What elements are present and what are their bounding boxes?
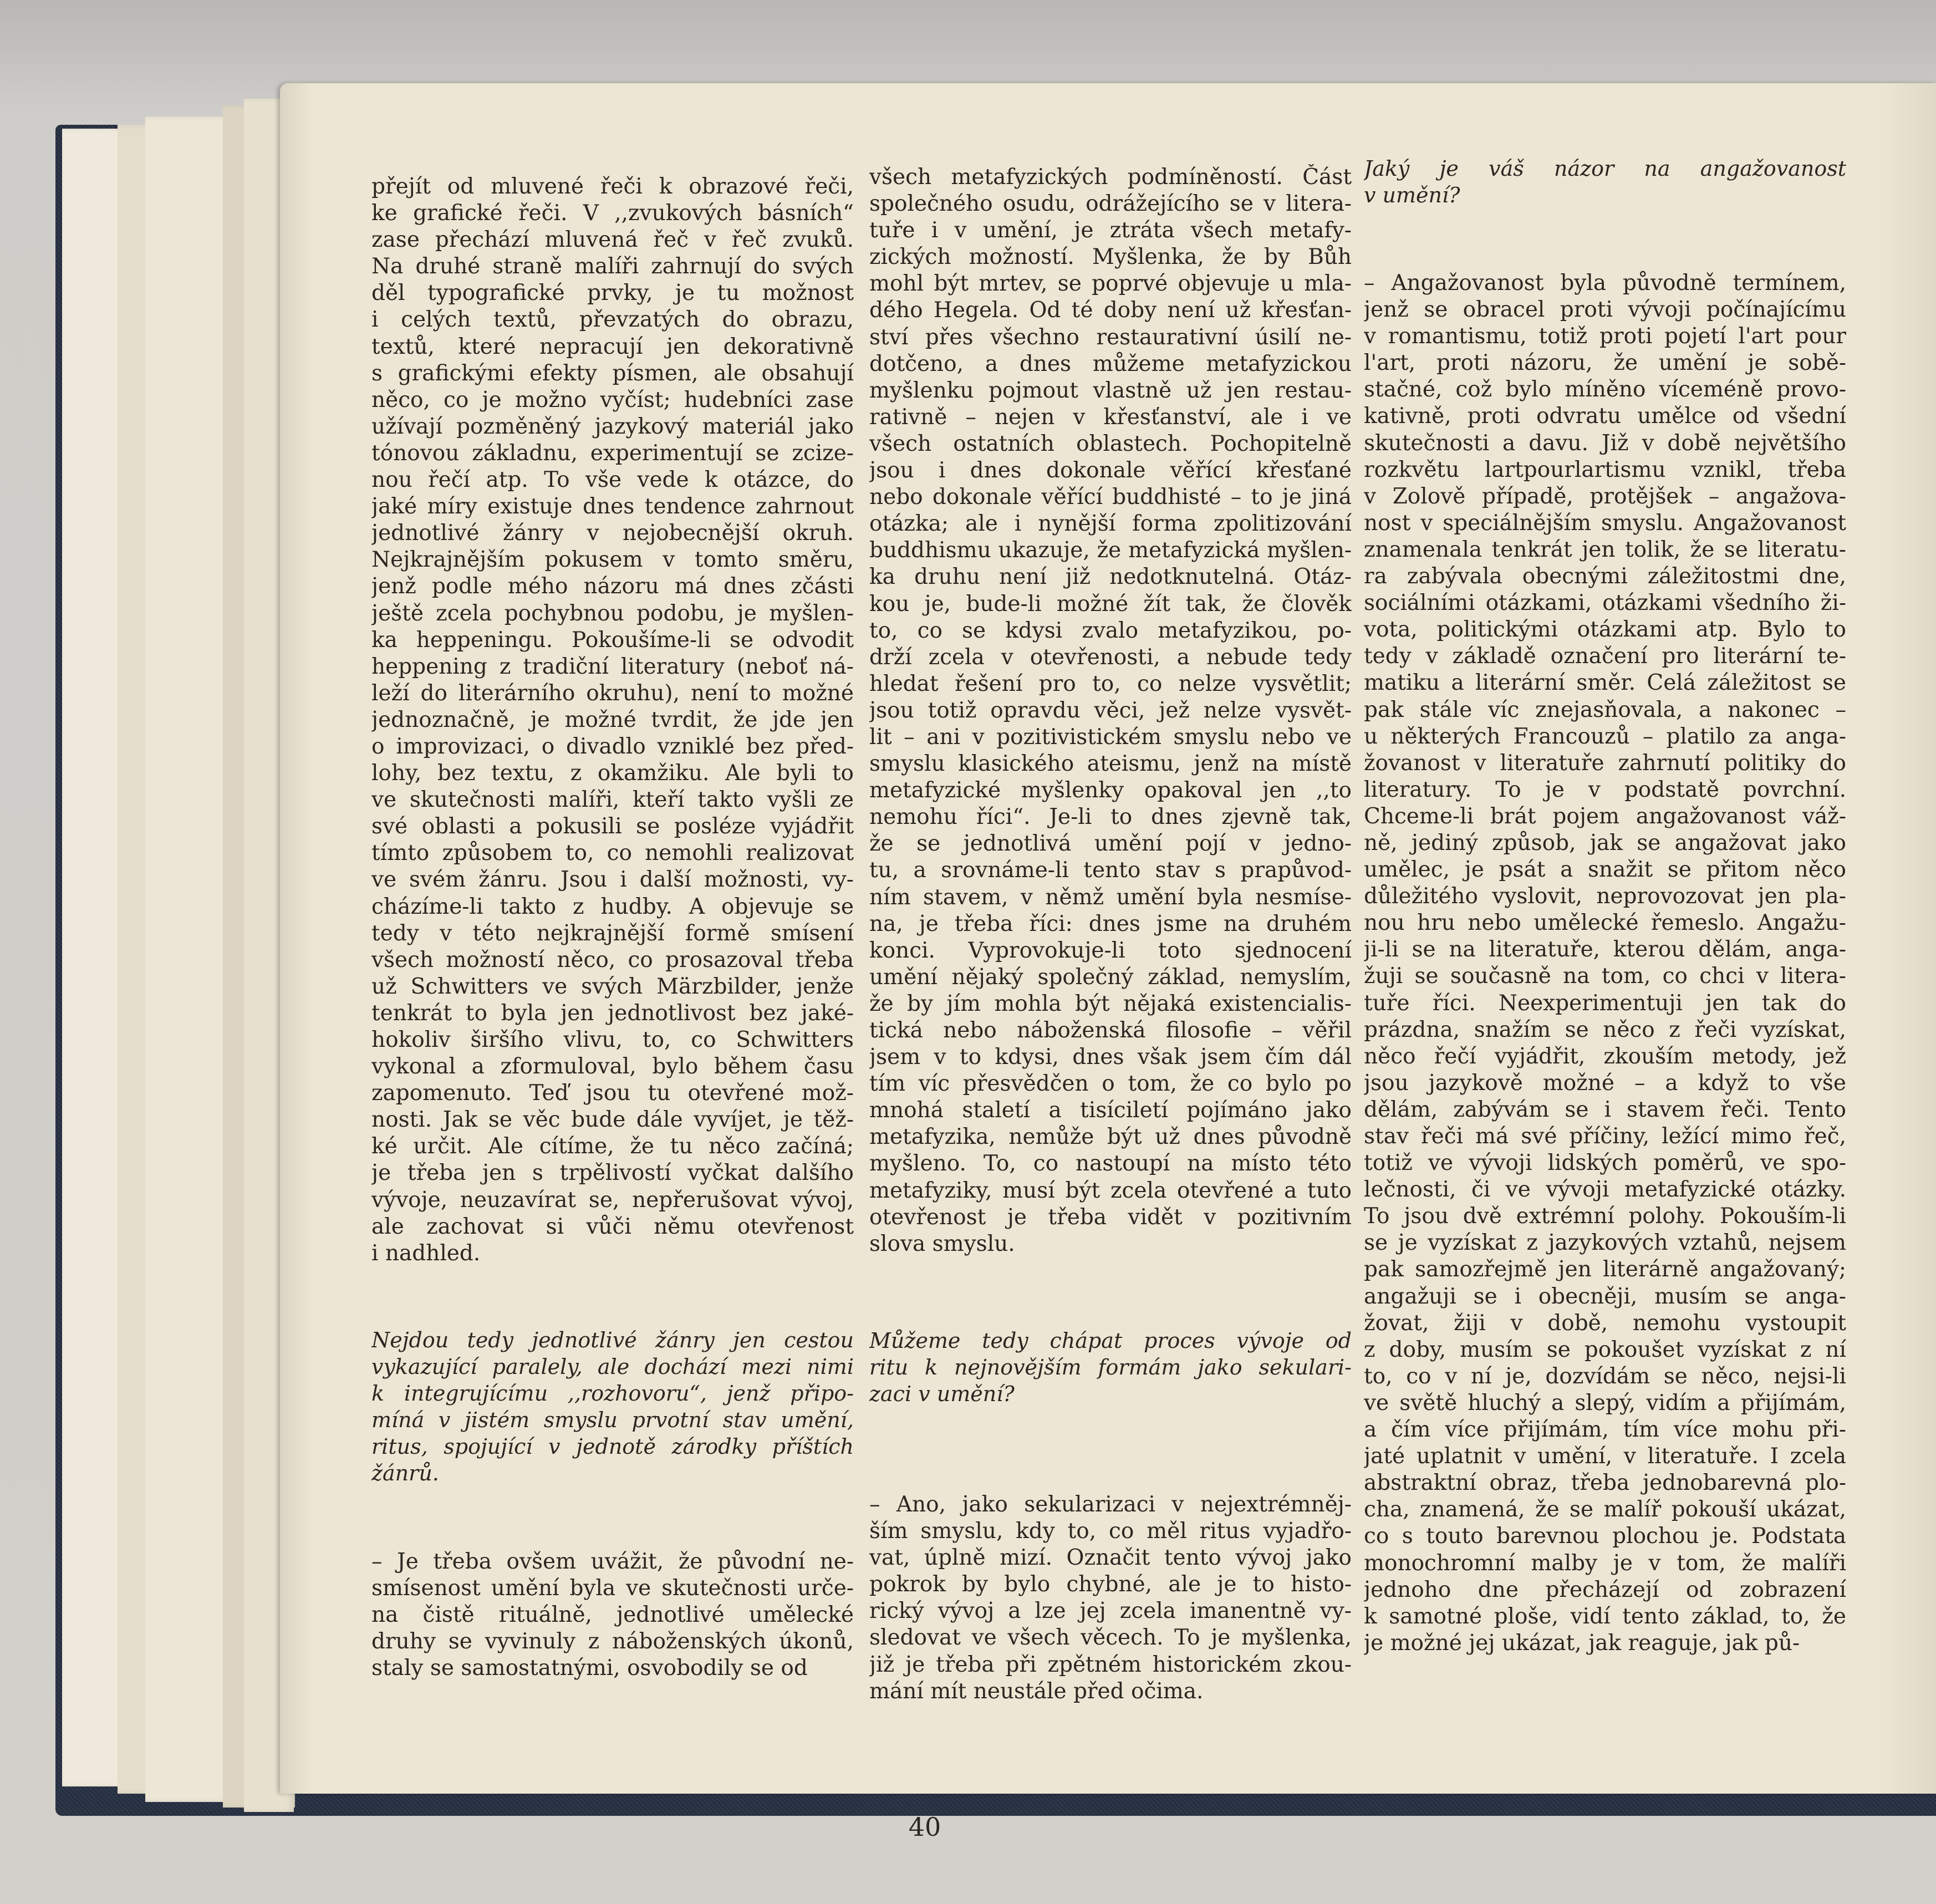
text-line: dotčeno, a dnes můžeme metafyzickou (869, 351, 1352, 376)
text-line: nou řečí atp. To vše vede k otázce, do (371, 467, 854, 493)
text-line: cha, znamená, že se malíř pokouší ukázat, (1364, 1497, 1846, 1523)
text-line: staly se samostatnými, osvobodily se od (371, 1656, 808, 1681)
column-1-answer (371, 1549, 854, 1682)
text-line: tu, a srovnáme-li tento stav s prapůvod- (869, 858, 1352, 883)
text-line: – Je třeba ovšem uvážit, že původní ne- (371, 1549, 854, 1574)
text-line: v romantismu, totiž proti pojetí l'art pour (1364, 324, 1846, 349)
text-line: skutečnosti a davu. Již v době největšího (1364, 430, 1846, 456)
text-line: pak samozřejmě jen literárně angažovaný; (1364, 1257, 1846, 1282)
text-line: ale zachovat si vůči němu otevřenost (371, 1214, 854, 1239)
text-line: jsou i dnes dokonale věřící křesťané (869, 458, 1352, 483)
text-line: už Schwitters ve svých Märzbilder, jenže (371, 974, 854, 999)
text-line: ně, jediný způsob, jak se angažovat jako (1364, 830, 1846, 856)
text-line: sledovat ve všech věcech. To je myšlenka, (869, 1625, 1352, 1651)
text-line: rativně – nejen v křesťanství, ale i ve (869, 404, 1352, 430)
question-line: žánrů. (371, 1461, 439, 1485)
text-line: tím víc přesvědčen o tom, že co bylo po (869, 1071, 1352, 1097)
text-line: jaté uplatnit v umění, v literatuře. I zcela (1364, 1444, 1846, 1469)
text-line: vývoje, neuzavírat se, nepřerušovat vývoj, (371, 1187, 854, 1213)
text-line: vat, úplně mizí. Označit tento vývoj jako (869, 1545, 1352, 1571)
question-line: v umění? (1364, 183, 1460, 207)
text-line: tická nebo náboženská filosofie – věřil (869, 1018, 1352, 1043)
text-line: znamenala tenkrát jen tolik, že se literatu- (1364, 537, 1846, 562)
column-1-body (371, 174, 854, 1267)
text-line: sociálními otázkami, otázkami všedního ži- (1364, 590, 1846, 616)
text-line: své oblasti a pokusili se posléze vyjádřit (371, 814, 854, 839)
text-line: všech metafyzických podmíněností. Část (869, 165, 1352, 190)
text-line: ka heppeningu. Pokoušíme-li se odvodit (371, 627, 854, 653)
text-line: hokoliv širšího vlivu, to, co Schwitters (371, 1027, 854, 1052)
question-line: Jaký je váš názor na angažovanost (1364, 156, 1846, 181)
column-3-answer (1364, 270, 1846, 1657)
text-line: a čím více přijímám, tím více mohu při- (1364, 1417, 1846, 1443)
question-line: Můžeme tedy chápat proces vývoje od (869, 1328, 1352, 1353)
text-line: děl typografické prvky, je tu možnost (371, 281, 854, 306)
text-line: l'art, proti názoru, že umění je sobě- (1364, 350, 1846, 376)
text-line: myšleno. To, co nastoupí na místo této (869, 1151, 1352, 1177)
text-line: monochromní malby je v tom, že malíři (1364, 1550, 1846, 1576)
question-line: míná v jistém smyslu prvotní stav umění, (371, 1408, 854, 1432)
text-line: vykonal a zformuloval, bylo během času (371, 1054, 854, 1080)
question-line: vykazující paralely, ale dochází mezi nimi (371, 1355, 854, 1379)
text-line: jednoho dne přecházejí od zobrazení (1364, 1577, 1846, 1602)
text-line: prázdna, snažím se něco z řeči vyzískat, (1364, 1017, 1846, 1042)
text-line: co s touto barevnou plochou je. Podstata (1364, 1524, 1846, 1549)
text-line: z doby, musím se pokoušet vyzískat z ní (1364, 1337, 1846, 1362)
question-line: zaci v umění? (869, 1382, 1015, 1406)
text-line: slova smyslu. (869, 1231, 1015, 1256)
text-line: heppening z tradiční literatury (neboť ná- (371, 654, 854, 679)
text-line: leží do literárního okruhu), není to možné (371, 680, 854, 706)
question-line: ritus, spojující v jednotě zárodky příštích (371, 1434, 854, 1459)
text-line: jsem v to kdysi, dnes však jsem čím dál (869, 1045, 1352, 1070)
text-line: na, je třeba říci: dnes jsme na druhém (869, 911, 1352, 936)
text-line: lečnosti, či ve vývoji metafyzické otázky. (1364, 1177, 1846, 1203)
text-line: textů, které nepracují jen dekorativně (371, 334, 854, 359)
text-line: To jsou dvě extrémní polohy. Pokouším-li (1364, 1204, 1846, 1229)
text-line: smísenost umění byla ve skutečnosti urče- (371, 1576, 854, 1601)
text-line: drží zcela v otevřenosti, a nebude tedy (869, 644, 1352, 670)
text-line: k samotné ploše, vidí tento základ, to, že (1364, 1603, 1846, 1629)
text-line: tímto způsobem to, co nemohli realizovat (371, 841, 854, 866)
text-line: zických možností. Myšlenka, že by Bůh (869, 245, 1352, 270)
text-line: dělám, zabývám se i stavem řeči. Tento (1364, 1097, 1846, 1122)
text-line: metafyzika, nemůže být už dnes původně (869, 1124, 1352, 1150)
text-line: jenž se obracel proti vývoji počínajícímu (1364, 297, 1846, 323)
text-line: tuře i v umění, je ztráta všech metafy- (869, 218, 1352, 243)
text-line: jenž podle mého názoru má dnes zčásti (371, 574, 854, 599)
book-page (280, 83, 1936, 1842)
text-line: jaké míry existuje dnes tendence zahrnout (371, 494, 854, 520)
text-line: stačné, což bylo míněno víceméně provo- (1364, 377, 1846, 403)
text-line: otázka; ale i nynější forma zpolitizování (869, 511, 1352, 537)
text-line: ji-li se na literatuře, kterou dělám, anga- (1364, 937, 1846, 963)
text-line: ké určit. Ale cítíme, že tu něco začíná; (371, 1134, 854, 1159)
text-line: lit – ani v pozitivistickém smyslu nebo ve (869, 724, 1352, 750)
text-line: ve skutečnosti malíři, kteří takto vyšli ze (371, 787, 854, 813)
text-line: smyslu klasického ateismu, jenž na místě (869, 751, 1352, 777)
text-line: Chceme-li brát pojem angažovanost váž- (1364, 803, 1846, 829)
text-line: – Ano, jako sekularizaci v nejextrémněj- (869, 1492, 1352, 1517)
text-line: vota, politickými otázkami atp. Bylo to (1364, 617, 1846, 643)
question-line: k integrujícímu ,,rozhovoru“, jenž připo- (371, 1381, 854, 1406)
text-line: tuře říci. Neexperimentuji jen tak do (1364, 990, 1846, 1016)
column-3-question (1364, 155, 1846, 208)
text-line: žovanost v literatuře zahrnutí politiky do (1364, 750, 1846, 776)
text-line: společného osudu, odrážejícího se v litera- (869, 191, 1352, 217)
text-line: ství přes všechno restaurativní úsilí ne- (869, 324, 1352, 350)
text-line: žuji se současně na tom, co chci v litera- (1364, 964, 1846, 989)
text-line: umělec, je psát a snažit se přitom něco (1364, 857, 1846, 883)
column-2-question (869, 1327, 1352, 1407)
text-line: metafyziky, musí být zcela otevřené a tuto (869, 1178, 1352, 1203)
question-line: Nejdou tedy jednotlivé žánry jen cestou (371, 1328, 854, 1352)
text-line: mohl být mrtev, se poprvé objevuje u mla- (869, 271, 1352, 297)
text-line: metafyzické myšlenky opakoval jen ,,to (869, 778, 1352, 803)
text-line: užívají pozměněný jazykový materiál jako (371, 414, 854, 439)
page-number: 40 (908, 1812, 941, 1842)
text-line: ke grafické řeči. V ,,zvukových básních“ (371, 201, 854, 226)
text-line: přejít od mluvené řeči k obrazové řeči, (371, 174, 854, 199)
text-line: se je vyzískat z jazykových vztahů, nejsem (1364, 1230, 1846, 1256)
text-line: ním stavem, v němž umění byla nesmíse- (869, 884, 1352, 910)
text-line: to, co se kdysi zvalo metafyzikou, po- (869, 618, 1352, 643)
text-line: pak stále víc znejasňovala, a nakonec – (1364, 697, 1846, 722)
column-2-body (869, 164, 1352, 1258)
text-line: tenkrát to byla jen jednotlivost bez jaké- (371, 1000, 854, 1026)
text-line: abstraktní obraz, třeba jednobarevná plo- (1364, 1470, 1846, 1496)
text-line: nost v speciálnějším smyslu. Angažovanost (1364, 510, 1846, 536)
text-line: tedy v této nejkrajnější formě smísení (371, 920, 854, 946)
question-line: ritu k nejnovějším formám jako sekulari- (869, 1355, 1352, 1379)
text-line: zase přechází mluvená řeč v řeč zvuků. (371, 227, 854, 253)
text-line: jsou totiž opravdu věci, jež nelze vysvět- (869, 698, 1352, 723)
text-line: rozkvětu lartpourlartismu vznikl, třeba (1364, 457, 1846, 482)
text-line: ka druhu není již nedotknutelná. Otáz- (869, 564, 1352, 590)
text-line: nosti. Jak se věc bude dále vyvíjet, je těž- (371, 1107, 854, 1133)
text-line: literatury. To je v podstatě povrchní. (1364, 777, 1846, 802)
text-line: ještě zcela pochybnou podobu, je myšlen- (371, 600, 854, 626)
text-line: angažuji se i obecněji, musím se anga- (1364, 1284, 1846, 1309)
text-line: lohy, bez textu, z okamžiku. Ale byli to (371, 761, 854, 786)
text-line: nemohu říci“. Je-li to dnes zjevně tak, (869, 805, 1352, 830)
text-line: ra zabývala obecnými záležitostmi dne, (1364, 564, 1846, 589)
text-line: to, co v ní je, dozvídám se něco, nejsi-li (1364, 1363, 1846, 1389)
text-line: něco, co je možno vyčíst; hudebníci zase (371, 387, 854, 413)
text-line: Nejkrajnějším pokusem v tomto směru, (371, 547, 854, 573)
text-line: u některých Francouzů – platilo za anga- (1364, 724, 1846, 749)
text-line: tónovou základnu, experimentují se zcize- (371, 440, 854, 466)
text-line: tedy v základě označení pro literární te- (1364, 644, 1846, 669)
text-line: všech možností něco, co prosazoval třeba (371, 947, 854, 973)
text-line: ve svém žánru. Jsou i další možnosti, vy- (371, 867, 854, 893)
text-line: rický vývoj a lze jej zcela imanentně vy- (869, 1598, 1352, 1624)
text-line: jsou jazykově možné – a když to vše (1364, 1070, 1846, 1096)
text-line: totiž ve vývoji lidských poměrů, ve spo- (1364, 1150, 1846, 1176)
text-line: již je třeba při zpětném historickém zkou- (869, 1652, 1352, 1677)
text-line: i celých textů, převzatých do obrazu, (371, 307, 854, 333)
text-line: kou je, bude-li možné žít tak, že člověk (869, 591, 1352, 617)
text-line: mnohá staletí a tisíciletí pojímáno jako (869, 1098, 1352, 1123)
text-line: o improvizaci, o divadlo vzniklé bez před- (371, 734, 854, 759)
text-line: v Zolově případě, protějšek – angažova- (1364, 483, 1846, 509)
column-2-answer (869, 1491, 1352, 1705)
text-line: buddhismu ukazuje, že metafyzická myšlen- (869, 538, 1352, 563)
text-line: zapomenuto. Teď jsou tu otevřené mož- (371, 1081, 854, 1106)
text-line: cházíme-li takto z hudby. A objevuje se (371, 894, 854, 919)
text-line: konci. Vyprovokuje-li toto sjednocení (869, 938, 1352, 963)
text-line: důležitého vyslovit, neprovozovat jen pla- (1364, 884, 1846, 909)
text-line: i nadhled. (371, 1240, 481, 1266)
text-line: umění nějaký společný základ, nemyslím, (869, 964, 1352, 990)
text-line: Na druhé straně malíři zahrnují do svých (371, 254, 854, 279)
text-line: jednotlivé žánry v nejobecnější okruh. (371, 521, 854, 546)
text-line: druhy se vyvinuly z náboženských úkonů, (371, 1629, 854, 1654)
text-line: nou hru nebo umělecké řemeslo. Angažu- (1364, 910, 1846, 936)
text-line: dého Hegela. Od té doby není už křesťan- (869, 298, 1352, 323)
text-line: ve světě hluchý a slepý, vidím a přijímám, (1364, 1390, 1846, 1416)
text-line: matiku a literární směr. Celá záležitost se (1364, 670, 1846, 696)
text-line: něco řečí vyjádřit, zkouším metody, jež (1364, 1043, 1846, 1069)
text-line: jednoznačně, je možné tvrdit, že jde jen (371, 707, 854, 732)
text-line: je třeba jen s trpělivostí vyčkat dalšího (371, 1160, 854, 1186)
text-line: že se jednotlivá umění pojí v jedno- (869, 831, 1352, 857)
text-line: nebo dokonale věřící buddhisté – to je jiná (869, 485, 1352, 510)
text-line: mání mít neustále před očima. (869, 1678, 1204, 1704)
text-line: ším smyslu, kdy to, co měl ritus vyjadřo- (869, 1519, 1352, 1544)
text-line: pokrok by bylo chybné, ale je to histo- (869, 1572, 1352, 1597)
text-line: žovat, žiji v době, nemohu vystoupit (1364, 1310, 1846, 1336)
text-line: – Angažovanost byla původně termínem, (1364, 271, 1846, 296)
text-line: na čistě rituálně, jednotlivé umělecké (371, 1602, 854, 1628)
text-line: s grafickými efekty písmen, ale obsahují (371, 360, 854, 386)
text-line: stav řeči má své příčiny, ležící mimo řeč, (1364, 1124, 1846, 1149)
column-1-question (371, 1327, 854, 1486)
text-line: všech ostatních oblastech. Pochopitelně (869, 431, 1352, 456)
text-line: hledat řešení pro to, co nelze vysvětlit; (869, 671, 1352, 696)
text-line: myšlenku pojmout vlastně už jen restau- (869, 378, 1352, 403)
text-line: je možné jej ukázat, jak reaguje, jak pů- (1364, 1630, 1800, 1656)
text-line: že by jím mohla být nějaká existencialis- (869, 991, 1352, 1016)
text-line: kativně, proti odvratu umělce od všední (1364, 404, 1846, 429)
text-line: otevřenost je třeba vidět v pozitivním (869, 1204, 1352, 1230)
